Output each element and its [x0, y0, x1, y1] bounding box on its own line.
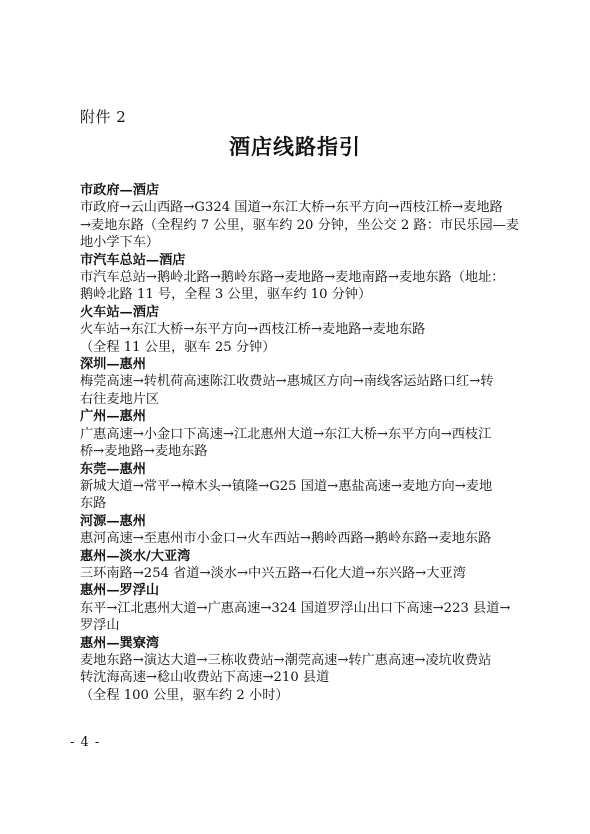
route-description-line: 麦地东路→演达大道→三栋收费站→潮莞高速→转广惠高速→凌坑收费站 [80, 652, 492, 668]
document-title: 酒店线路指引 [229, 134, 361, 159]
route-section [80, 635, 520, 705]
route-description-line: 火车站→东江大桥→东平方向→西枝江桥→麦地路→麦地东路 [80, 322, 426, 338]
route-description-line: 惠河高速→至惠州市小金口→火车西站→鹅岭西路→鹅岭东路→麦地东路 [80, 531, 492, 547]
route-description-line: 东路 [80, 496, 107, 512]
route-heading: 市汽车总站—酒店 [80, 252, 186, 268]
route-heading: 惠州—罗浮山 [80, 583, 160, 599]
route-description-line: 市汽车总站→鹅岭北路→鹅岭东路→麦地路→麦地南路→麦地东路（地址： [80, 270, 505, 286]
route-description-line: 新城大道→常平→樟木头→镇隆→G25 国道→惠盐高速→麦地方向→麦地 [80, 478, 493, 494]
route-description-line: 东平→江北惠州大道→广惠高速→324 国道罗浮山出口下高速→223 县道→ [80, 600, 511, 616]
route-heading: 惠州—巽寮湾 [80, 635, 160, 651]
route-heading: 广州—惠州 [80, 409, 146, 425]
route-list [80, 182, 520, 704]
route-section [80, 252, 520, 304]
route-description-line: （全程 100 公里，驱车约 2 小时） [80, 687, 289, 703]
route-section [80, 304, 520, 356]
route-description-line: 桥→麦地路→麦地东路 [80, 444, 208, 460]
route-description-line: （全程 11 公里，驱车 25 分钟） [80, 339, 276, 355]
page-number: - 4 - [70, 735, 101, 750]
route-heading: 深圳—惠州 [80, 357, 146, 373]
route-heading: 惠州—淡水/大亚湾 [80, 548, 191, 564]
route-description-line: 梅莞高速→转机荷高速陈江收费站→惠城区方向→南线客运站路口红→转 [80, 374, 494, 390]
route-heading: 河源—惠州 [80, 513, 146, 529]
route-description-line: 市政府→云山西路→G324 国道→东江大桥→东平方向→西枝江桥→麦地路 [80, 200, 503, 216]
route-description-line: 右往麦地片区 [80, 391, 160, 407]
route-section [80, 513, 520, 548]
route-heading: 市政府—酒店 [80, 183, 160, 198]
route-description-line: 转沈海高速→稔山收费站下高速→210 县道 [80, 670, 330, 686]
route-description-line: →麦地东路（全程约 7 公里，驱车约 20 分钟，坐公交 2 路：市民乐园—麦 [80, 217, 520, 233]
route-description-line: 三环南路→254 省道→淡水→中兴五路→石化大道→东兴路→大亚湾 [80, 565, 466, 581]
route-description-line: 广惠高速→小金口下高速→江北惠州大道→东江大桥→东平方向→西枝江 [80, 426, 492, 442]
attachment-label: 附件 2 [80, 108, 127, 126]
route-heading: 东莞—惠州 [80, 461, 146, 477]
route-section [80, 356, 520, 408]
route-section [80, 548, 520, 583]
route-section [80, 582, 520, 634]
route-description-line: 罗浮山 [80, 618, 120, 634]
route-section [80, 461, 520, 513]
route-section [80, 408, 520, 460]
route-description-line: 鹅岭北路 11 号，全程 3 公里，驱车约 10 分钟） [80, 287, 372, 303]
route-section [80, 182, 520, 252]
route-description-line: 地小学下车） [80, 235, 160, 251]
route-heading: 火车站—酒店 [80, 304, 160, 320]
